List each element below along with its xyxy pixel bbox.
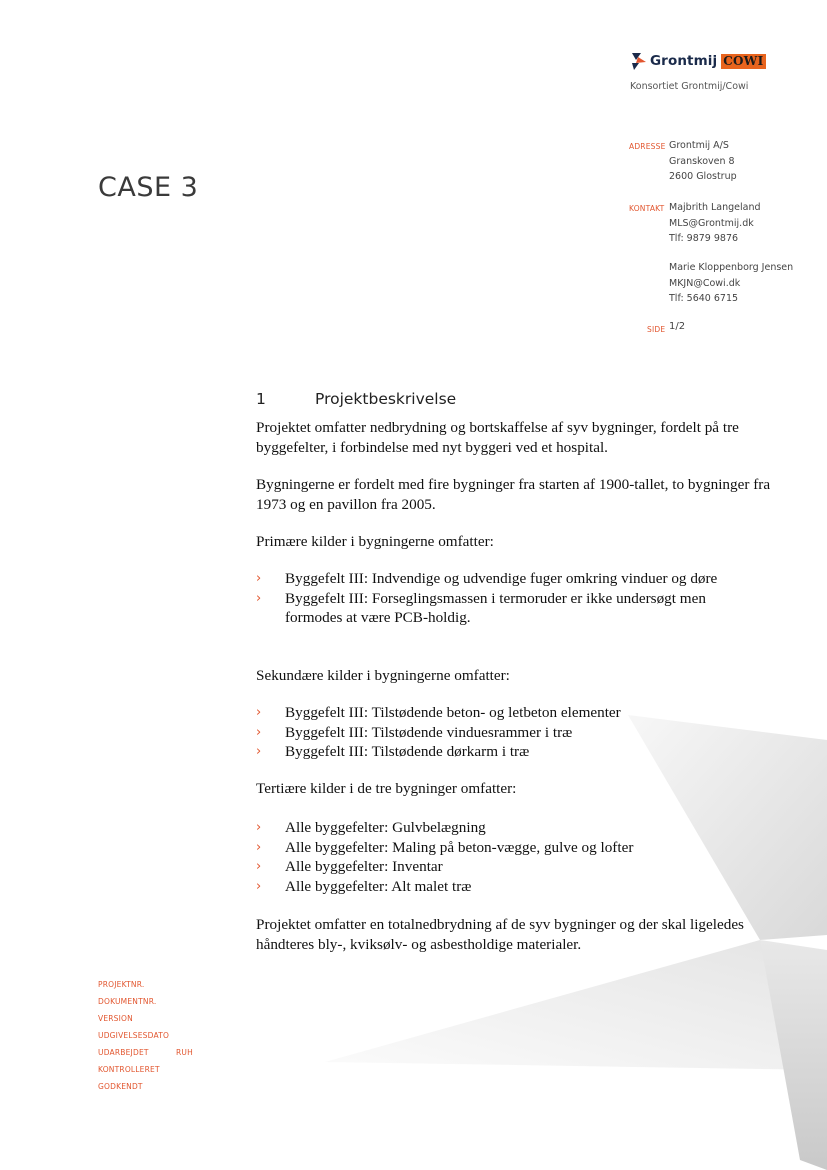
- address-line: Grontmij A/S: [669, 140, 729, 151]
- bullet-chevron-icon: ›: [256, 744, 262, 759]
- list-item: › Alle byggefelter: Gulvbelægning: [256, 819, 486, 836]
- list-item: › Byggefelt III: Indvendige og udvendige fuger omkring vinduer og døre: [256, 570, 718, 587]
- secondary-sources-intro: Sekundære kilder i bygningerne omfatter:: [256, 667, 510, 684]
- address-line: 2600 Glostrup: [669, 171, 737, 182]
- section-number: 1: [256, 390, 266, 408]
- tertiary-sources-list: [256, 818, 771, 896]
- page-number: 1/2: [669, 321, 686, 332]
- contact-person-2: [669, 260, 793, 307]
- contact-phone: Tlf: 5640 6715: [669, 293, 739, 304]
- page-title: CASE 3: [98, 172, 199, 203]
- address-line: Granskoven 8: [669, 155, 735, 167]
- tertiary-sources-intro: Tertiære kilder i de tre bygninger omfatter:: [256, 780, 517, 797]
- paragraph-intro: Projektet omfatter nedbrydning og bortskaffelse af syv bygninger, fordelt på tre byggefelter, i forbindelse med nyt byggeri ved et hospital.: [256, 419, 739, 456]
- contact-label: KONTAKT: [629, 204, 665, 213]
- document-metadata: [98, 980, 193, 1099]
- secondary-sources-list: [256, 703, 771, 762]
- metadata-row: PROJEKTNR.: [98, 980, 145, 989]
- metadata-row: UDARBEJDET RUH: [98, 1048, 193, 1057]
- bullet-chevron-icon: ›: [256, 878, 262, 894]
- list-item: › Alle byggefelter: Alt malet træ: [256, 877, 472, 895]
- paragraph-buildings: Bygningerne er fordelt med fire bygninger fra starten af 1900-tallet, to bygninger fra 1973 og en pavillon fra 2005.: [256, 476, 771, 513]
- logo-cowi-text: COWI: [723, 53, 764, 68]
- paragraph-closing: Projektet omfatter en totalnedbrydning af de syv bygninger og der skal ligeledes håndteres bly-, kviksølv- og asbestholdige materialer.: [256, 916, 744, 953]
- metadata-row: GODKENDT: [98, 1082, 143, 1091]
- section-heading: [256, 390, 456, 408]
- contact-name: Majbrith Langeland: [669, 202, 761, 213]
- contact-name: Marie Kloppenborg Jensen: [669, 262, 794, 273]
- section-title: Projektbeskrivelse: [315, 390, 457, 408]
- logo-grontmij-text: Grontmij: [650, 53, 718, 69]
- list-item: › Byggefelt III: Forseglingsmassen i termoruder er ikke undersøgt men formodes at være PCB-holdig.: [256, 589, 706, 626]
- contact-email: MLS@Grontmij.dk: [669, 217, 754, 229]
- list-item: › Alle byggefelter: Maling på beton-vægge, gulve og lofter: [256, 838, 634, 856]
- metadata-row: DOKUMENTNR.: [98, 997, 157, 1006]
- contact-email: MKJN@Cowi.dk: [669, 277, 741, 289]
- bullet-chevron-icon: ›: [256, 590, 262, 606]
- contact-person-1: [669, 200, 761, 247]
- company-logo: [630, 50, 766, 72]
- address-label: ADRESSE: [629, 142, 666, 151]
- bullet-chevron-icon: ›: [256, 859, 262, 874]
- list-item: › Byggefelt III: Tilstødende dørkarm i træ: [256, 743, 530, 760]
- primary-sources-intro: Primære kilder i bygningerne omfatter:: [256, 533, 494, 550]
- list-item: › Byggefelt III: Tilstødende beton- og letbeton elementer: [256, 704, 621, 721]
- bullet-chevron-icon: ›: [256, 820, 262, 835]
- bullet-chevron-icon: ›: [256, 839, 262, 855]
- bg-triangle-lower: [325, 940, 827, 1070]
- contact-phone: Tlf: 9879 9876: [669, 233, 739, 244]
- metadata-row: UDGIVELSESDATO: [98, 1031, 170, 1040]
- page-number-label: SIDE: [647, 325, 666, 334]
- primary-sources-list: [256, 569, 771, 628]
- consortium-name: Konsortiet Grontmij/Cowi: [630, 81, 749, 92]
- list-item: › Byggefelt III: Tilstødende vinduesrammer i træ: [256, 723, 573, 741]
- metadata-row: VERSION: [98, 1014, 133, 1023]
- list-item: › Alle byggefelter: Inventar: [256, 858, 443, 875]
- grontmij-logo-mark-icon: [630, 51, 648, 71]
- bullet-chevron-icon: ›: [256, 705, 262, 720]
- bullet-chevron-icon: ›: [256, 571, 262, 586]
- metadata-row: KONTROLLERET: [98, 1065, 160, 1074]
- address-block: [669, 138, 737, 185]
- bullet-chevron-icon: ›: [256, 724, 262, 740]
